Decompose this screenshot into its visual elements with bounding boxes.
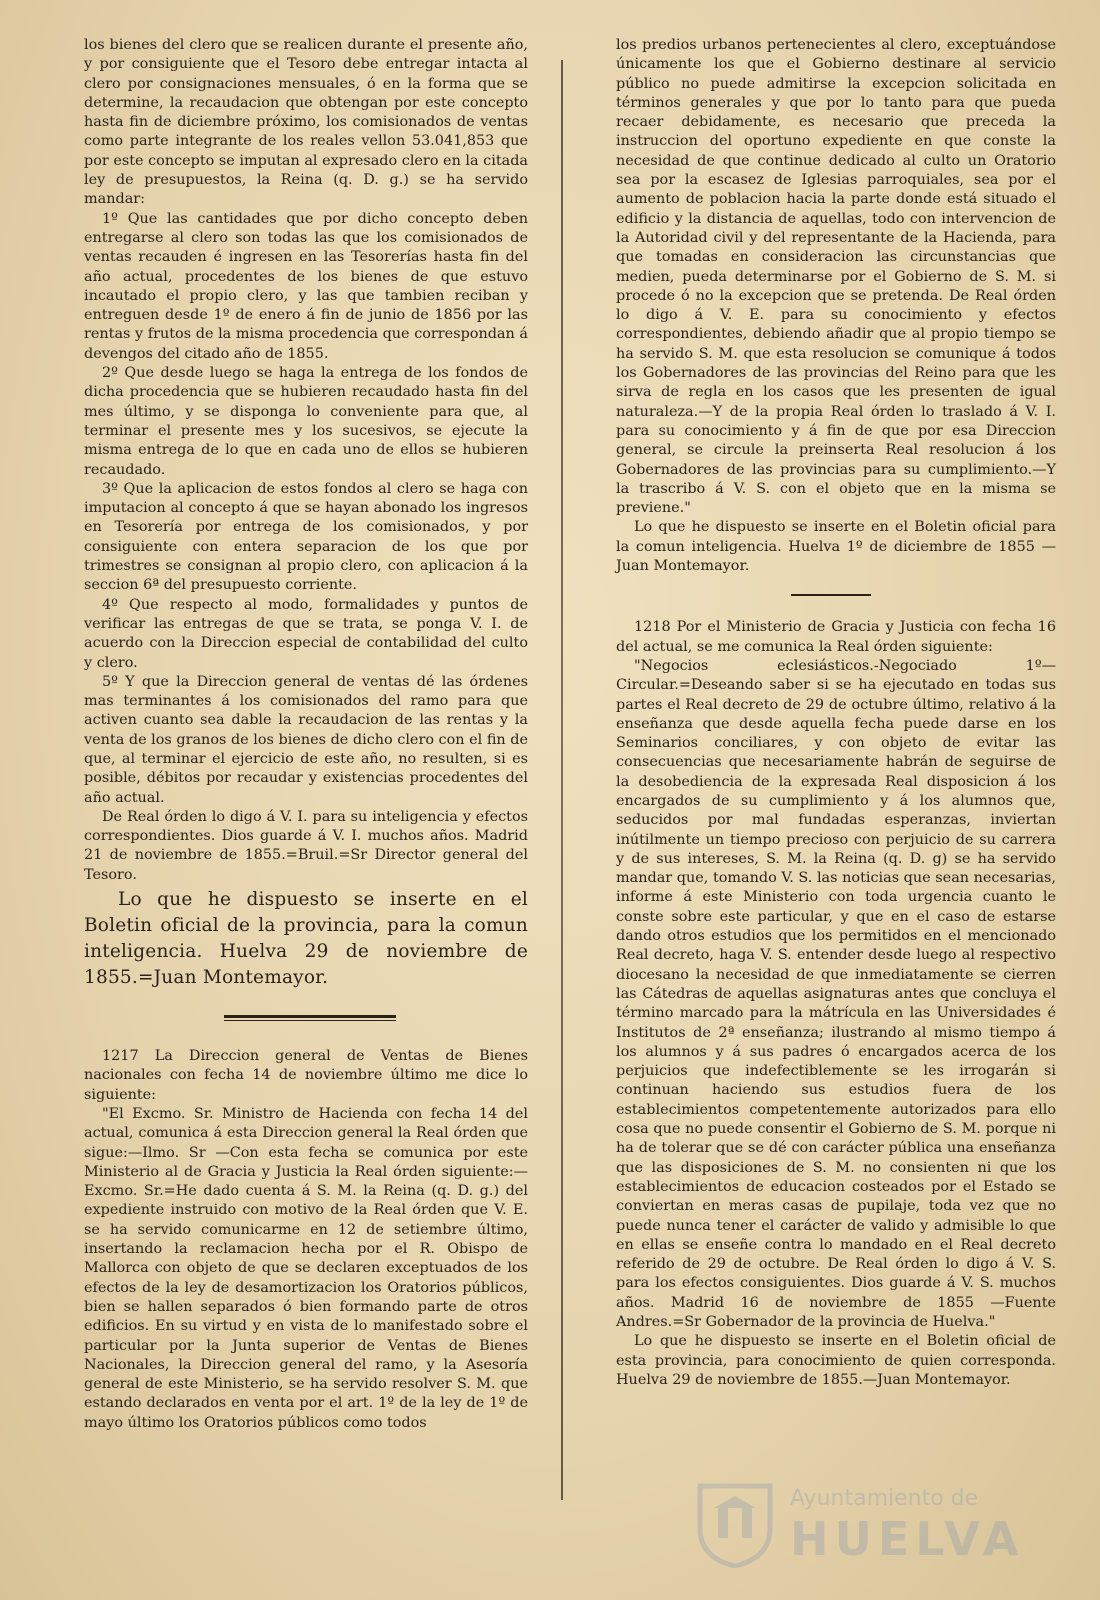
section-divider	[84, 1011, 528, 1025]
column-rule	[561, 60, 563, 1500]
paragraph: Lo que he dispuesto se inserte en el Boletin oficial para la comun inteligencia. Huelva 1º de diciembre de 1855 —Juan Montemayor.	[616, 519, 1056, 575]
paragraph: Lo que he dispuesto se inserte en el Boletin oficial de esta provincia, para conocimiento de quien corresponda. Huelva 29 de noviembre de 1855.—Juan Montemayor.	[616, 1333, 1056, 1388]
paragraph: los bienes del clero que se realicen durante el presente año, y por consiguiente que el Tesoro debe entregar intacta al clero por consignaciones mensuales, ó en la forma que se determine, la recaudacion que obtengan por este concepto hasta fin de diciembre próximo, los comisionados de ventas como parte integrante de los reales vellon 53.041,853 que por este concepto se imputan al expresado clero en la citada ley de presupuestos, la Reina (q. D. g.) se ha servido mandar:	[84, 37, 528, 208]
paragraph: 2º Que desde luego se haga la entrega de los fondos de dicha procedencia que se hubieren recaudado hasta fin del mes último, y se disponga lo conveniente para que, al terminar el presente mes y los sucesivos, se ejecute la misma entrega de lo que en cada uno de ellos se hubieren recaudado.	[84, 365, 528, 478]
coat-of-arms-icon	[690, 1478, 780, 1568]
paragraph: 1218 Por el Ministerio de Gracia y Justicia con fecha 16 del actual, se me comunica la Real órden siguiente:	[616, 619, 1056, 655]
paragraph: 1217 La Direccion general de Ventas de Bienes nacionales con fecha 14 de noviembre último me dice lo siguiente:	[84, 1048, 528, 1103]
paragraph-large: Lo que he dispuesto se inserte en el Boletin oficial de la provincia, para la comun inteligencia. Huelva 29 de noviembre de 1855.=Juan Montemayor.	[84, 889, 528, 989]
paragraph: "Negocios eclesiásticos.-Negociado 1º—Circular.=Deseando saber si se ha ejecutado en todas sus partes el Real decreto de 29 de octubre último, relativo á la enseñanza que desde aquella fecha puede darse en los Seminarios conciliares, y con objeto de evitar las consecuencias que necesariamente habrán de seguirse de la desobediencia de la expresada Real disposicion á los encargados de su cumplimiento y á los alumnos que, seducidos por mal fundadas esperanzas, inviertan inútilmente un tiempo precioso con perjuicio de su carrera y de sus intereses, S. M. la Reina (q. D. g) se ha servido mandar que, tomando V. S. las noticias que sean necesarias, informe á este Ministerio con toda urgencia cuanto le conste sobre este particular, y que en el caso de estarse dando otros estudios que los permitidos en el mencionado Real decreto, haga V. S. entender desde luego al respectivo diocesano la necesidad de que inmediatamente se cierren las Cátedras de aquellas asignaturas antes que concluya el término marcado para la mátrícula en las Universidades é Institutos de 2ª enseñanza; ilustrando al mismo tiempo á los alumnos y á sus padres ó encargados acerca de los perjuicios que indefectiblemente se les irrogarán si continuan haciendo sus estudios fuera de los establecimientos competentemente autorizados para ello cosa que no puede consentir el Gobierno de S. M. porque ni ha de tolerar que se dé con carácter pública una enseñanza que las disposiciones de S. M. no consienten ni que los establecimientos de educacion costeados por el Estado se conviertan en meras casas de pupilaje, toda vez que no puede nunca tener el carácter de valido y admisible lo que en ellas se enseñe contra lo mandado en el Real decreto referido de 29 de octubre. De Real órden lo digo á V. S. para los efectos consiguientes. Dios guarde á V. S. muchos años. Madrid 16 de noviembre de 1855 —Fuente Andres.=Sr Gobernador de la provincia de Huelva."	[616, 657, 1056, 1330]
paragraph: 3º Que la aplicacion de estos fondos al clero se haga con imputacion al concepto á que se hayan abonado los ingresos en Tesorería por entrega de los comisionados, y por consiguiente con entera separacion de los que por trimestres se consignan al propio clero, con aplicacion á la seccion 6ª del presupuesto corriente.	[84, 480, 528, 594]
paragraph: 4º Que respecto al modo, formalidades y puntos de verificar las entregas de que se trata, se ponga V. I. de acuerdo con la Direccion especial de contabilidad del culto y clero.	[84, 596, 528, 671]
watermark-logo	[690, 1478, 1025, 1568]
paragraph: De Real órden lo digo á V. I. para su inteligencia y efectos correspondientes. Dios guarde á V. I. muchos años. Madrid 21 de noviembre de 1855.=Bruil.=Sr Director general del Tesoro.	[84, 808, 528, 883]
right-column	[616, 36, 1056, 1390]
watermark-line2: HUELVA	[790, 1512, 1025, 1566]
paragraph: 1º Que las cantidades que por dicho concepto deben entregarse al clero son todas las que los comisionados de ventas recauden é ingresen en las Tesorerías hasta fin del año actual, procedentes de los bienes de que estuvo incautado el propio clero, y las que tambien reciban y entreguen desde 1º de enero á fin de junio de 1856 por las rentas y frutos de la misma procedencia que correspondan á devengos del citado año de 1855.	[84, 210, 528, 362]
left-column	[84, 36, 528, 1433]
section-divider	[616, 590, 1056, 600]
paragraph: "El Excmo. Sr. Ministro de Hacienda con fecha 14 del actual, comunica á esta Direccion general la Real órden que sigue:—Ilmo. Sr —Con esta fecha se comunica por este Ministerio al de Gracia y Justicia la Real órden siguiente:—Excmo. Sr.=He dado cuenta á S. M. la Reina (q. D. g.) del expediente instruido con motivo de la Real órden que V. E. se ha servido comunicarme en 12 de setiembre último, insertando la reclamacion hecha por el R. Obispo de Mallorca con objeto de que se declaren exceptuados de los efectos de la ley de desamortizacion los Oratorios públicos, bien se hallen separados ó bien formando parte de otros edificios. En su virtud y en vista de lo manifestado sobre el particular por la Junta superior de Ventas de Bienes Nacionales, la Direccion general del ramo, y la Asesoría general de este Ministerio, se ha servido resolver S. M. que estando declarados en venta por el art. 1º de la ley de 1º de mayo último los Oratorios públicos como todos	[84, 1105, 528, 1431]
paragraph: 5º Y que la Direccion general de ventas dé las órdenes mas terminantes á los comisionados del ramo para que activen cuanto sea dable la recaudacion de las rentas y la venta de los granos de los bienes de dicho clero con el fin de que, al terminar el ejercicio de este año, no resulten, si es posible, débitos por recaudar y existencias procedentes del año actual.	[84, 673, 528, 806]
watermark-line1: Ayuntamiento de	[790, 1486, 979, 1511]
paragraph: los predios urbanos pertenecientes al clero, exceptuándose únicamente los que el Gobierno destinare al servicio público no puede admitirse la excepcion solicitada en términos generales y que por lo tanto para que pueda recaer debidamente, es necesario que preceda la instruccion del oportuno expediente en que conste la necesidad de que continue dedicado al culto un Oratorio sea por la escasez de Iglesias parroquiales, sea por el aumento de poblacion hacia la parte donde está situado el edificio y la distancia de aquellas, todo con intervencion de la Autoridad civil y del representante de la Hacienda, para que tomadas en consideracion las circunstancias que medien, pueda determinarse por el Gobierno de S. M. si procede ó no la excepcion que se pretenda. De Real órden lo digo á V. E. para su conocimiento y efectos correspondientes, debiendo añadir que al propio tiempo se ha servido S. M. que esta resolucion se comunique á todos los Gobernadores de las provincias del Reino para que les sirva de regla en los casos que les presenten de igual naturaleza.—Y de la propia Real órden lo traslado á V. I. para su conocimiento y á fin de que por esa Direccion general, se circule la preinserta Real resolucion á los Gobernadores de las provincias para su cumplimiento.—Y la trascribo á V. S. con el objeto que en la misma se previene."	[616, 37, 1056, 517]
